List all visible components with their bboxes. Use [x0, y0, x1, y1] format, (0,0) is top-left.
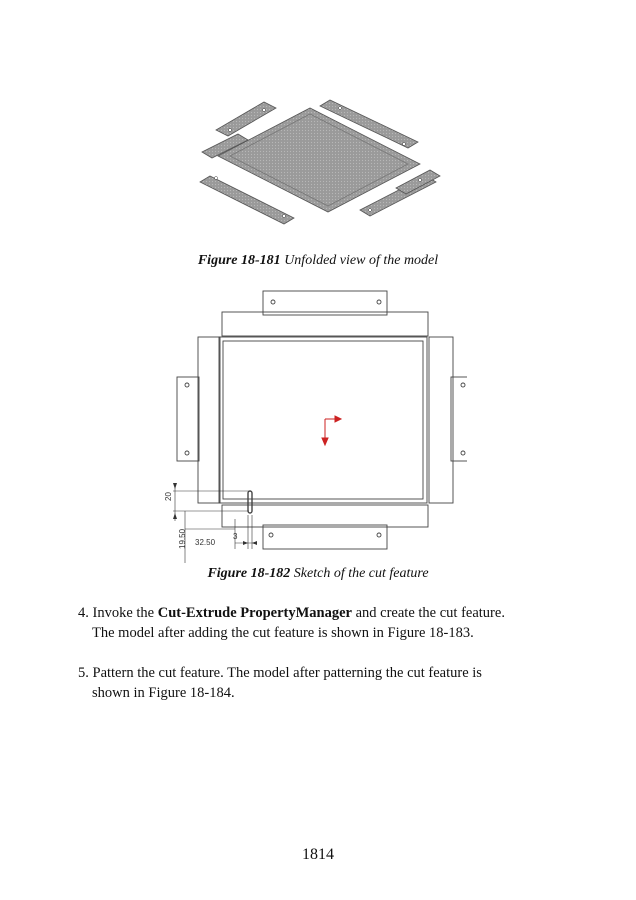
figure1-label: Figure 18-181	[197, 253, 281, 268]
step-5-line2: shown in Figure 18-184.	[92, 685, 235, 701]
figure1-caption	[0, 253, 636, 269]
cut-feature-sketch-figure	[155, 283, 467, 563]
step-5-paragraph	[78, 663, 560, 703]
step-4-text-after: and create the cut feature.	[351, 605, 505, 621]
step-5-line1: Pattern the cut feature. The model after patterning the cut feature is	[92, 665, 482, 681]
step-4-number: 4.	[78, 605, 89, 621]
unfolded-model-figure	[190, 90, 446, 230]
step-4-text-before: Invoke the	[92, 605, 158, 621]
figure2-caption	[0, 566, 636, 582]
page-number: 1814	[302, 846, 334, 863]
step-4-paragraph	[78, 603, 560, 643]
dimension-32-50: 32.50	[195, 538, 216, 547]
dimension-20: 20	[164, 492, 173, 501]
origin-icon	[322, 416, 341, 445]
dimension-19-50: 19.50	[178, 528, 187, 549]
figure1-caption-text: Unfolded view of the model	[284, 253, 439, 268]
step-4-line2: The model after adding the cut feature is shown in Figure 18-183.	[92, 625, 474, 641]
figure2-label: Figure 18-182	[207, 566, 291, 581]
figure2-caption-text: Sketch of the cut feature	[293, 566, 429, 581]
step-5-number: 5.	[78, 665, 89, 681]
step-4-bold-text: Cut-Extrude PropertyManager	[157, 605, 352, 621]
dimension-3: 3	[233, 532, 238, 541]
